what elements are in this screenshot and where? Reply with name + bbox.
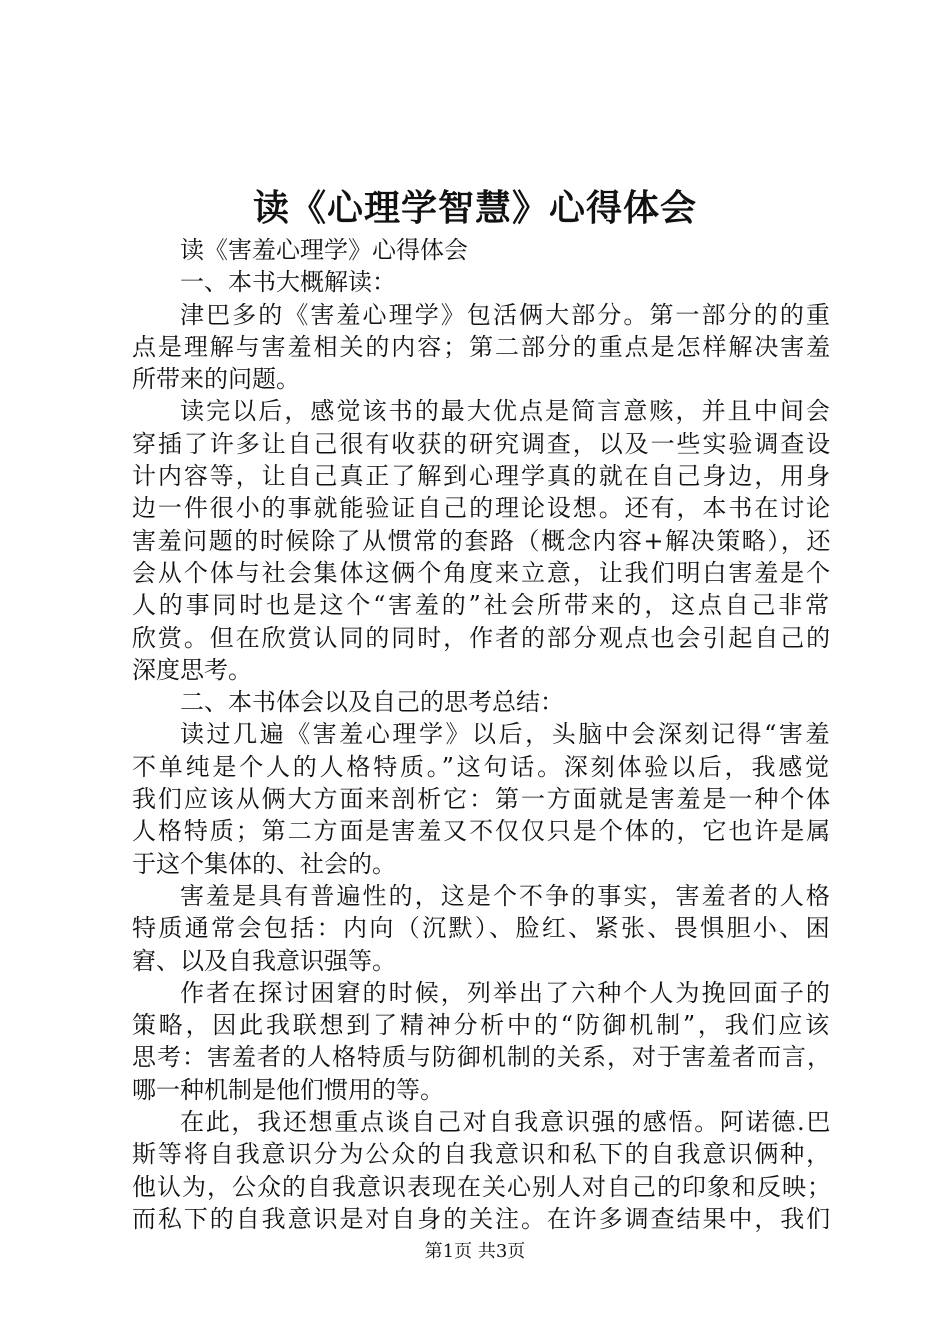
body-line: 窘、以及自我意识强等。 [132, 946, 396, 975]
body-line: 读完以后，感觉该书的最大优点是简言意赅，并且中间会 [180, 397, 832, 426]
document-title: 读《心理学智慧》心得体会 [252, 187, 697, 229]
body-line: 读过几遍《害羞心理学》以后，头脑中会深刻记得“害羞 [180, 720, 833, 749]
body-line: 在此，我还想重点谈自己对自我意识强的感悟。阿诺德.巴 [180, 1108, 833, 1137]
body-line: 人的事同时也是这个“害羞的”社会所带来的，这点自己非常 [132, 591, 832, 620]
body-line: 点是理解与害羞相关的内容；第二部分的重点是怎样解决害羞 [132, 332, 833, 361]
body-line: 穿插了许多让自己很有收获的研究调查，以及一些实验调查设 [132, 429, 833, 458]
body-line: 读《害羞心理学》心得体会 [180, 236, 468, 264]
body-line: 所带来的问题。 [132, 365, 300, 394]
body-line: 不单纯是个人的人格特质。”这句话。深刻体验以后，我感觉 [132, 752, 832, 781]
body-line: 人格特质；第二方面是害羞又不仅仅只是个体的，它也许是属 [132, 817, 833, 846]
body-line: 二、本书体会以及自己的思考总结： [180, 688, 564, 717]
body-line: 欣赏。但在欣赏认同的同时，作者的部分观点也会引起自己的 [132, 623, 833, 652]
body-line: 害羞是具有普遍性的，这是个不争的事实，害羞者的人格 [180, 881, 832, 910]
body-line: 哪一种机制是他们惯用的等。 [132, 1075, 444, 1104]
body-line: 而私下的自我意识是对自身的关注。在许多调查结果中，我们 [132, 1204, 833, 1233]
body-line: 会从个体与社会集体这俩个角度来立意，让我们明白害羞是个 [132, 558, 833, 587]
body-line: 边一件很小的事就能验证自己的理论设想。还有，本书在讨论 [132, 494, 833, 523]
body-line: 深度思考。 [132, 655, 252, 684]
body-line: 思考：害羞者的人格特质与防御机制的关系，对于害羞者而言， [132, 1043, 832, 1072]
body-line: 我们应该从俩大方面来剖析它：第一方面就是害羞是一种个体 [132, 785, 833, 814]
body-line: 于这个集体的、社会的。 [132, 849, 396, 878]
body-line: 特质通常会包括：内向（沉默）、脸红、紧张、畏惧胆小、困 [132, 914, 832, 943]
page-footer: 第1页 共3页 [424, 1241, 526, 1262]
body-line: 策略，因此我联想到了精神分析中的“防御机制”，我们应该 [132, 1011, 832, 1040]
body-line: 津巴多的《害羞心理学》包活俩大部分。第一部分的的重 [180, 300, 832, 329]
body-line: 害羞问题的时候除了从惯常的套路（概念内容+解决策略），还 [132, 526, 833, 555]
body-line: 作者在探讨困窘的时候，列举出了六种个人为挽回面子的 [180, 978, 832, 1007]
body-line: 斯等将自我意识分为公众的自我意识和私下的自我意识俩种， [132, 1140, 833, 1169]
body-line: 一、本书大概解读： [180, 268, 396, 297]
body-line: 他认为，公众的自我意识表现在关心别人对自己的印象和反映； [132, 1172, 832, 1201]
body-line: 计内容等，让自己真正了解到心理学真的就在自己身边，用身 [132, 462, 833, 491]
document-body [132, 234, 832, 1235]
